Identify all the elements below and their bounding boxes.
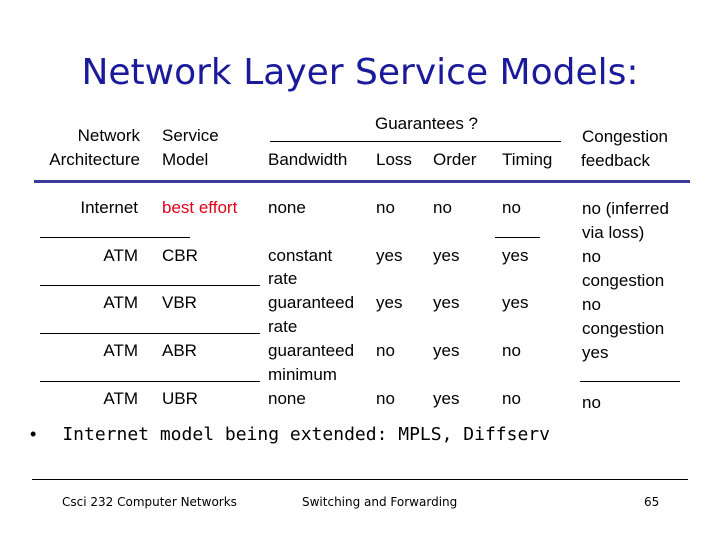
bullet-point [30,424,550,445]
page-title: Network Layer Service Models: [81,52,639,93]
header-bandwidth: Bandwidth [268,150,348,169]
header-congestion-line2: feedback [581,151,650,170]
congestion-line: yes [582,343,609,362]
header-loss: Loss [376,150,412,169]
cell-model: CBR [162,246,198,265]
row-separator [495,237,540,238]
header-congestion-feedback [581,125,668,173]
row-separator [40,237,190,238]
cell-model: VBR [162,293,197,312]
cell-timing: no [502,389,521,408]
row-separator [40,285,260,286]
cell-order: yes [433,389,460,408]
cell-bandwidth-line2: rate [268,269,298,288]
congestion-line: no [582,247,601,266]
cell-bandwidth: none [268,198,306,217]
cell-timing: no [502,198,521,217]
congestion-line: congestion [582,319,665,338]
footer-rule [32,479,688,480]
row-separator [40,333,260,334]
cell-loss: no [376,198,395,217]
cell-model: ABR [162,341,197,360]
header-congestion-line1: Congestion [582,127,669,146]
header-service-model [162,124,219,172]
congestion-line: congestion [582,271,665,290]
cell-timing: yes [502,293,529,312]
header-timing: Timing [502,150,553,169]
cell-arch: Internet [80,198,138,217]
congestion-last: no [582,393,601,412]
cell-arch: ATM [103,246,138,265]
cell-order: yes [433,246,460,265]
cell-order: yes [433,341,460,360]
cell-order: yes [433,293,460,312]
bullet-text: Internet model being extended: MPLS, Diffserv [62,424,550,445]
header-service-model-line2: Model [162,150,209,169]
header-network-architecture [30,124,140,172]
guarantees-rule [270,141,561,142]
row-separator [40,381,260,382]
cell-arch: ATM [103,389,138,408]
cell-arch: ATM [103,293,138,312]
header-network-architecture-line2: Architecture [49,150,140,169]
congestion-line: via loss) [582,223,645,242]
row-separator [580,381,680,382]
cell-bandwidth-line2: rate [268,317,298,336]
footer-course: Csci 232 Computer Networks [62,495,237,509]
header-network-architecture-line1: Network [77,126,140,145]
cell-bandwidth-line1: constant [268,246,333,265]
header-guarantees: Guarantees ? [375,114,479,133]
cell-timing: no [502,341,521,360]
bullet-dot: • [30,424,37,444]
congestion-line: no (inferred [582,199,669,218]
footer-page-number: 65 [644,495,660,509]
cell-bandwidth-line1: guaranteed [268,293,355,312]
header-service-model-line1: Service [162,126,219,145]
congestion-line: no [582,295,601,314]
cell-model: UBR [162,389,198,408]
footer-topic: Switching and Forwarding [302,495,458,509]
cell-arch: ATM [103,341,138,360]
cell-bandwidth: none [268,389,306,408]
cell-timing: yes [502,246,529,265]
cell-bandwidth-line2: minimum [268,365,337,384]
cell-loss: no [376,341,395,360]
cell-order: no [433,198,452,217]
cell-model: best effort [162,198,238,217]
header-order: Order [433,150,477,169]
cell-loss: yes [376,246,403,265]
cell-loss: no [376,389,395,408]
cell-loss: yes [376,293,403,312]
header-rule [34,180,690,183]
cell-bandwidth-line1: guaranteed [268,341,355,360]
congestion-feedback-column [582,197,669,365]
